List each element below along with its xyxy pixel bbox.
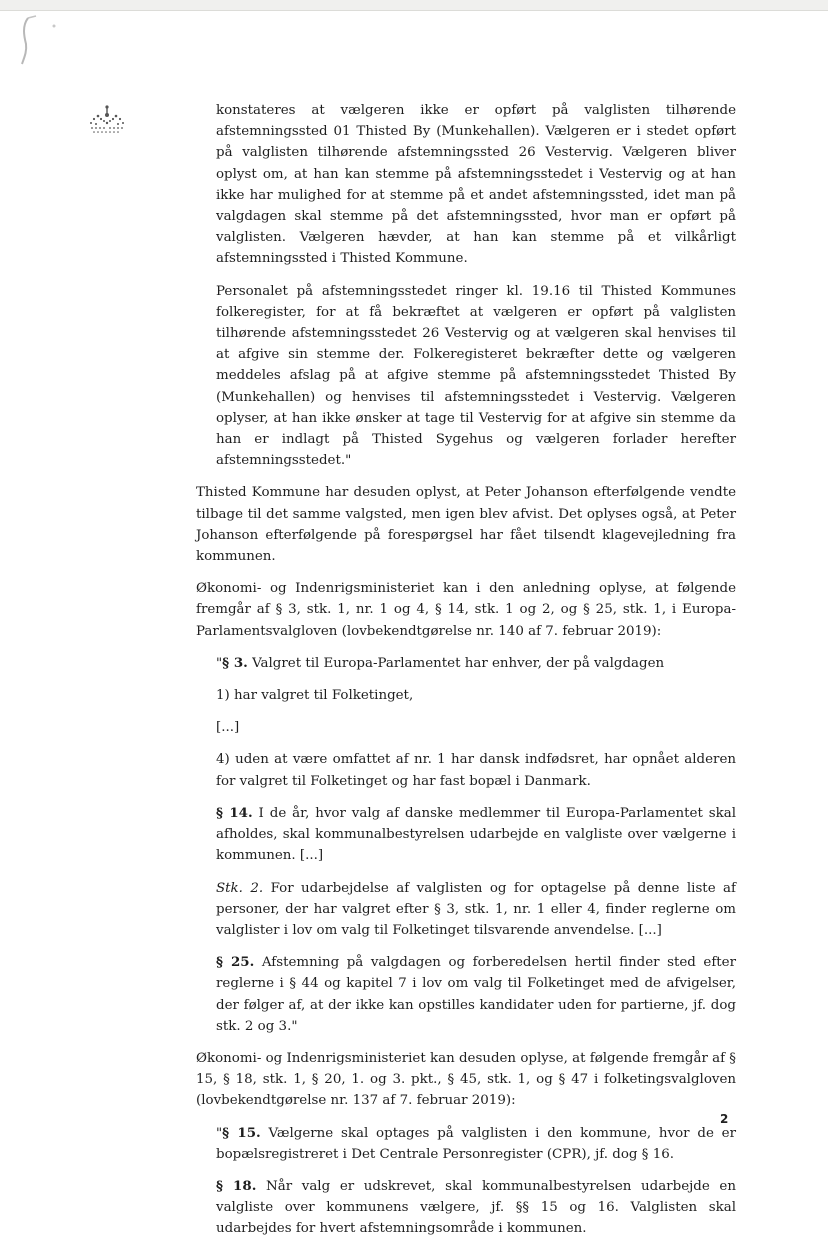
section-heading: § 18. [216,1177,257,1194]
section-text: For udarbejdelse af valglisten og for optagelse på denne liste af personer, der har valgret efter § 3, stk. 1, nr. 1 eller 4, finder reglerne om valglister i lov om valg til Folketinget tilsvarende anvendelse. [...] [216,880,736,938]
scan-top-edge [0,0,828,11]
law-section-18 [196,1176,736,1240]
letter-body [196,100,736,1251]
section-text: I de år, hvor valg af danske medlemmer til Europa-Parlamentet skal afholdes, skal kommunalbestyrelsen udarbejde en valgliste over vælgerne i kommunen. [...] [216,805,736,864]
page-number: 2 [720,1112,729,1126]
law-subsection-stk2 [196,878,736,942]
section-heading: § 25. [216,954,255,971]
section-heading: § 3. [222,654,248,671]
quote-mark: " [216,1125,223,1141]
law-list-item: 4) uden at være omfattet af nr. 1 har dansk indfødsret, har opnået alderen for valgret til Folketinget og har fast bopæl i Danmark. [216,752,736,789]
body-paragraph: Thisted Kommune har desuden oplyst, at Peter Johanson efterfølgende vendte tilbage til det samme valgsted, men igen blev afvist. Det oplyses også, at Peter Johanson efterfølgende på forespørgsel har fået tilsendt klagevejledning fra kommunen. [196,485,736,565]
law-section-25 [196,952,736,1037]
quote-mark: " [216,655,223,671]
section-text: Afstemning på valgdagen og forberedelsen hertil finder sted efter reglerne i § 44 og kapitel 7 i lov om valg til Folketinget med de afvigelser, der følger af, at der ikke kan opstilles kandidater uden for partierne, jf. dog stk. 2 og 3." [216,955,736,1034]
quote-paragraph: Personalet på afstemningsstedet ringer kl. 19.16 til Thisted Kommunes folkeregister, for at få bekræftet at vælgeren er opført på valglisten tilhørende afstemningsstedet 26 Vestervig og at vælgeren skal henvises til at afgive sin stemme der. Folkeregisteret bekræfter dette og vælgeren meddeles afslag på at afgive stemme på afstemningsstedet Thisted By (Munkehallen) og henvises til afstemningsstedet i Vestervig. Vælgeren oplyser, at han ikke ønsker at tage til Vestervig for at afgive sin stemme da han er indlagt på Thisted Sygehus og vælgeren forlader herefter afstemningsstedet." [216,283,736,469]
body-paragraph: Økonomi- og Indenrigsministeriet kan desuden oplyse, at følgende fremgår af § 15, § 18, stk. 1, § 20, 1. og 3. pkt., § 45, stk. 1, og § 47 i folketingsvalgloven (lovbekendtgørelse nr. 137 af 7. februar 2019): [196,1050,736,1109]
crown-logo-icon [88,104,126,138]
quote-paragraph: konstateres at vælgeren ikke er opført på valglisten tilhørende afstemningssted 01 Thisted By (Munkehallen). Vælgeren er i stedet opført på valglisten tilhørende afstemningssted 26 Vestervig. Vælgeren bliver oplyst om, at han kan stemme på afstemningsstedet i Vestervig og at han ikke har mulighed for at stemme på et andet afstemningssted, idet man på valgdagen skal stemme på det afstemningssted, hvor man er opført på valglisten. Vælgeren hævder, at han kan stemme på et vilkårligt afstemningssted i Thisted Kommune. [216,103,736,267]
law-list-item: 1) har valgret til Folketinget, [216,688,414,704]
section-heading: § 14. [216,804,253,821]
subsection-heading: Stk. 2. [216,880,264,896]
law-ellipsis: [...] [216,720,240,736]
scan-staple-mark [14,12,64,68]
law-section-14 [196,803,736,867]
section-text: Valgret til Europa-Parlamentet har enhver, der på valgdagen [247,655,665,671]
body-paragraph: Økonomi- og Indenrigsministeriet kan i den anledning oplyse, at følgende fremgår af § 3, stk. 1, nr. 1 og 4, § 14, stk. 1 og 2, og § 25, stk. 1, i Europa-Parlamentsvalgloven (lovbekendtgørelse nr. 140 af 7. februar 2019): [196,581,736,639]
section-text: Når valg er udskrevet, skal kommunalbestyrelsen udarbejde en valgliste over kommunens vælgere, jf. §§ 15 og 16. Valglisten skal udarbejdes for hvert afstemningsområde i kommunen. [216,1178,736,1237]
law-section-15 [196,1123,736,1165]
section-text: Vælgerne skal optages på valglisten i den kommune, hvor de er bopælsregistreret i Det Centrale Personregister (CPR), jf. dog § 16. [216,1125,736,1162]
section-heading: § 15. [222,1124,261,1141]
law-section-3 [196,653,736,674]
